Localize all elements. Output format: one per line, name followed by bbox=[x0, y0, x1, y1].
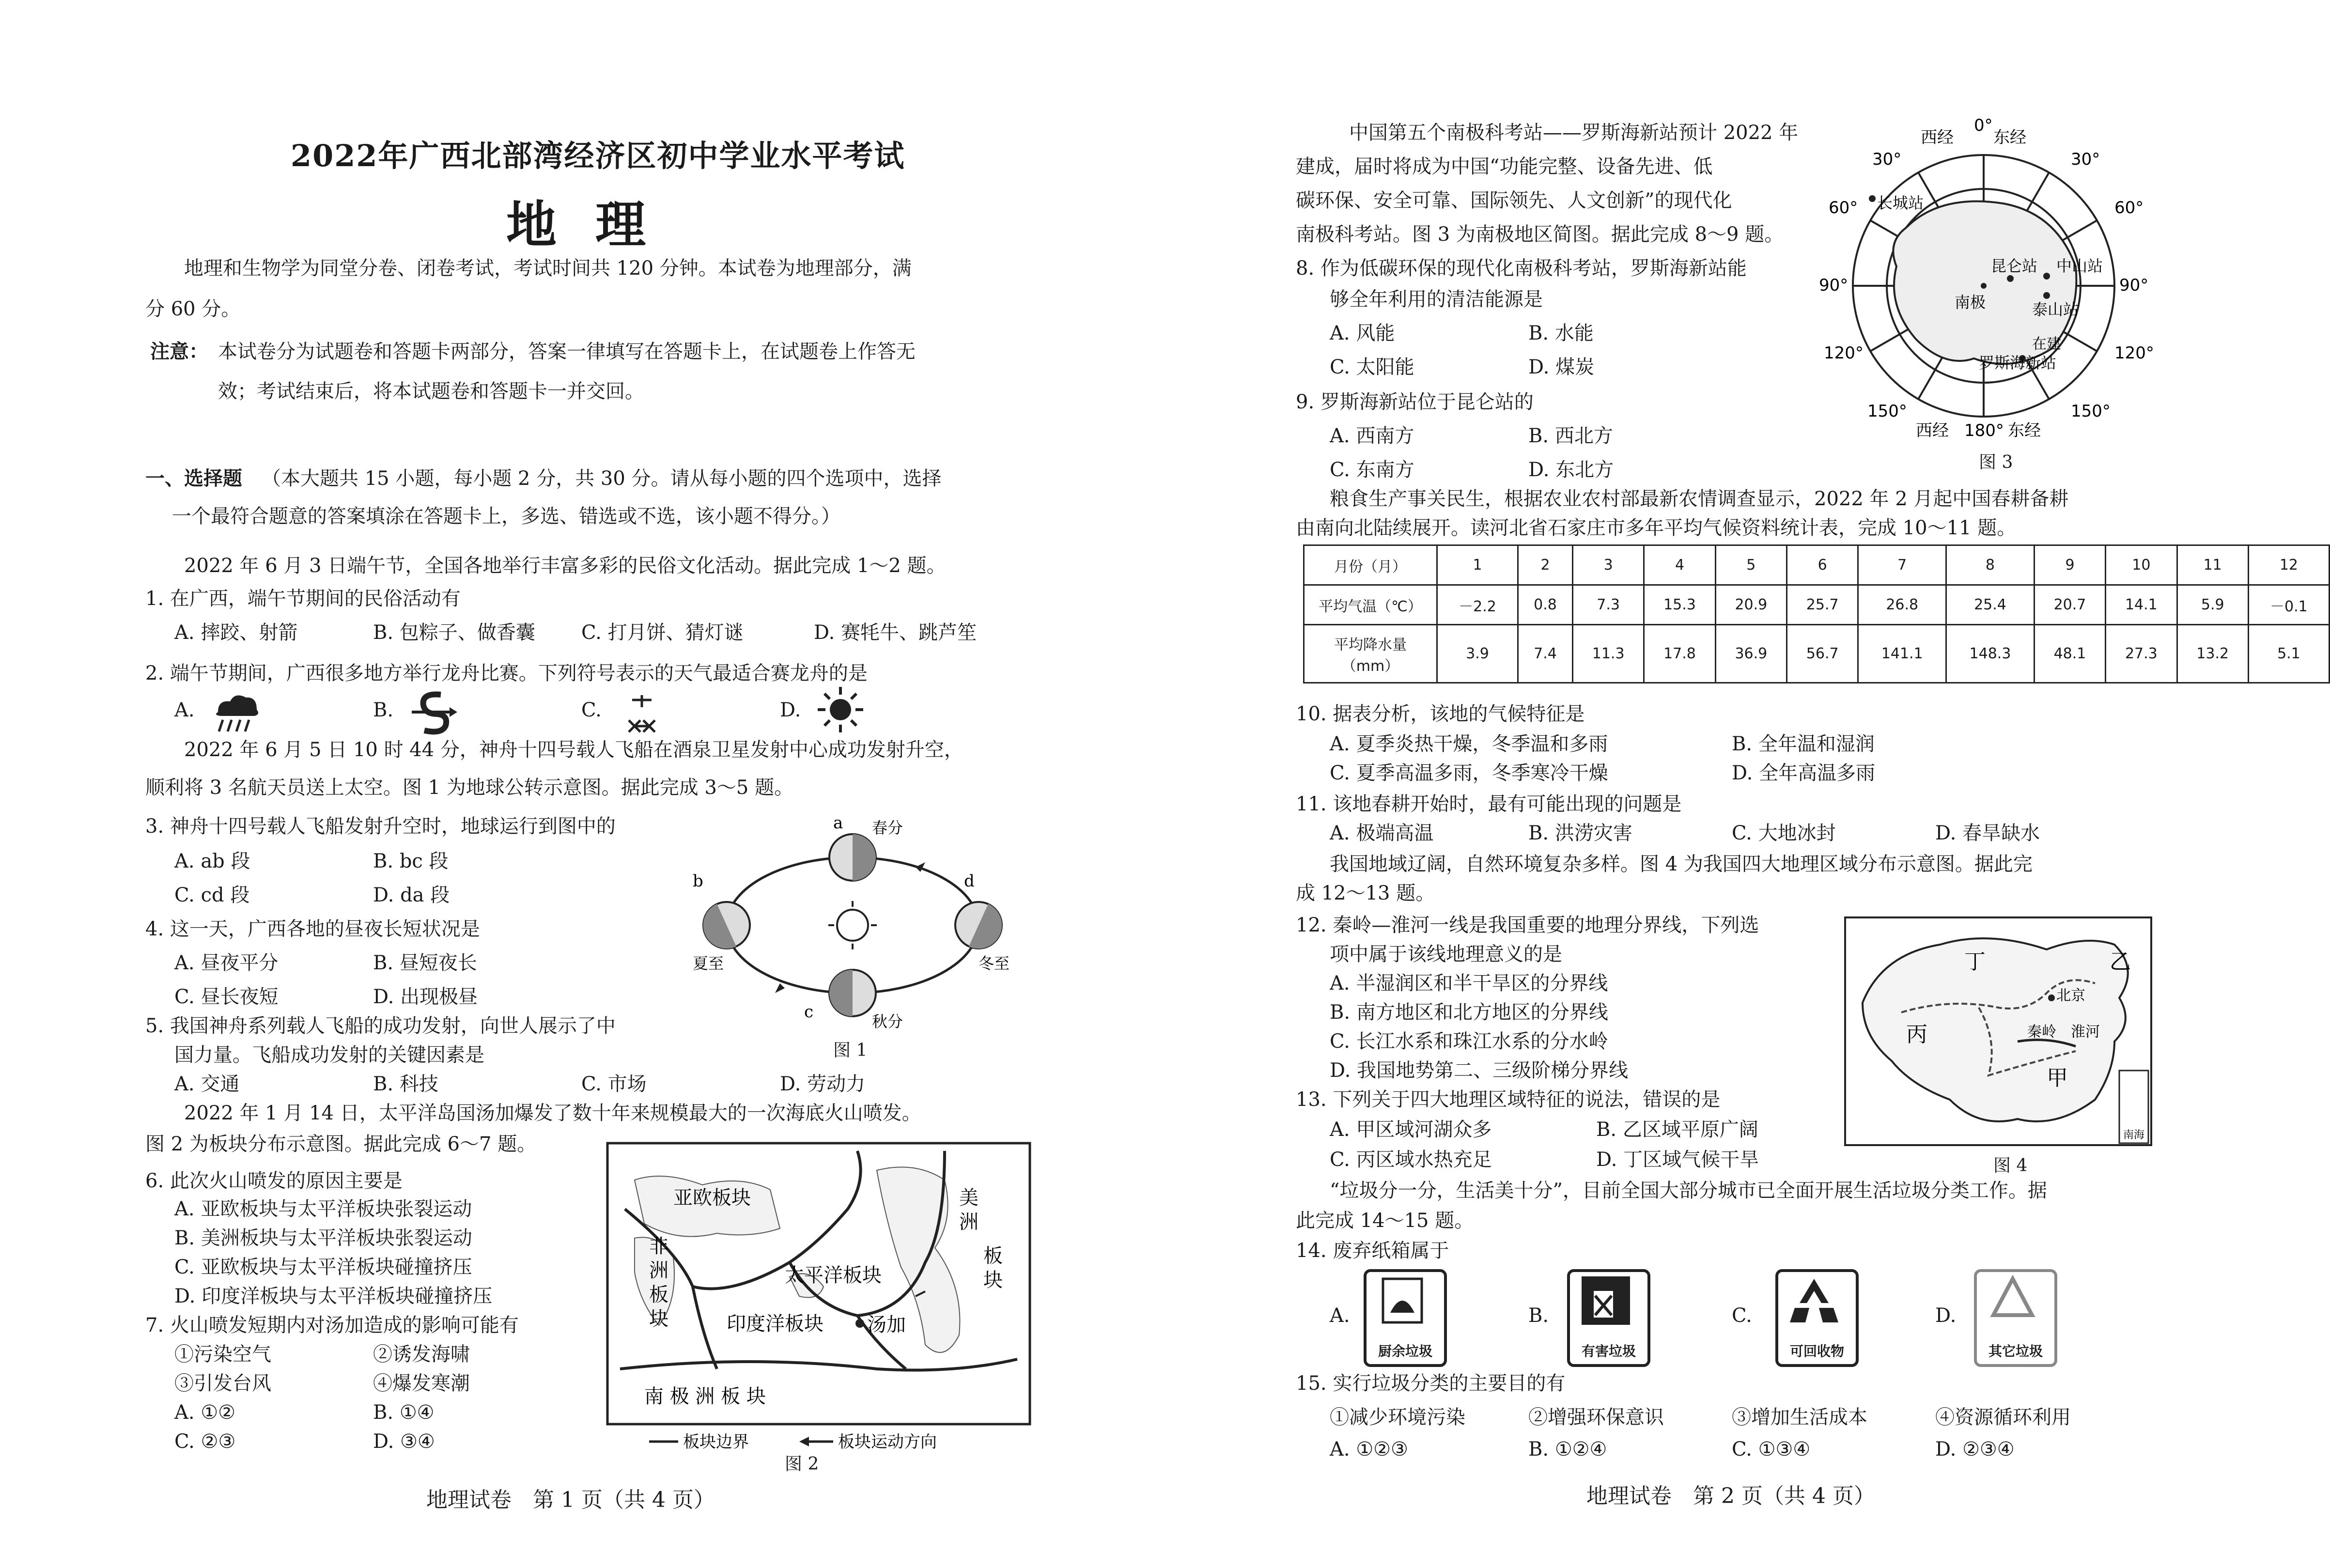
temp-cell: 26.8 bbox=[1858, 585, 1946, 625]
q4-option-b: B. 昼短夜长 bbox=[373, 952, 477, 974]
passage-7-line-1: “垃圾分一分，生活美十分”，目前全国大部分城市已全面开展生活垃圾分类工作。据 bbox=[1330, 1180, 2047, 1202]
recyclable-bin bbox=[1775, 1269, 1859, 1367]
label-90-left: 90° bbox=[1819, 276, 1848, 295]
month-cell: 2 bbox=[1518, 545, 1573, 585]
question-3: 3. 神舟十四号载人飞船发射升空时，地球运行到图中的 bbox=[145, 815, 616, 838]
temp-cell: －2.2 bbox=[1437, 585, 1518, 625]
passage-4-line-1: 中国第五个南极科考站——罗斯海新站预计 2022 年 bbox=[1349, 122, 1799, 144]
exam-subject: 地理 bbox=[506, 195, 685, 254]
q7-item-1: ①污染空气 bbox=[174, 1343, 271, 1366]
label-america-1: 美 bbox=[959, 1187, 979, 1209]
passage-4-line-2: 建成，届时将成为中国“功能完整、设备先进、低 bbox=[1296, 155, 1713, 178]
question-6: 6. 此次火山喷发的原因主要是 bbox=[145, 1170, 403, 1192]
label-yi: 乙 bbox=[2110, 949, 2131, 974]
earth-summer bbox=[703, 902, 750, 948]
question-10: 10. 据表分析，该地的气候特征是 bbox=[1296, 703, 1585, 725]
intro-line-1: 地理和生物学为同堂分卷、闭卷考试，考试时间共 120 分钟。本试卷为地理部分，满 bbox=[184, 257, 912, 279]
label-120-right: 120° bbox=[2114, 343, 2154, 363]
month-cell: 1 bbox=[1437, 545, 1518, 585]
q8-option-a: A. 风能 bbox=[1330, 322, 1395, 344]
temp-cell: －0.1 bbox=[2248, 585, 2329, 625]
question-8-line-2: 够全年利用的清洁能源是 bbox=[1330, 288, 1543, 310]
q6-option-d: D. 印度洋板块与太平洋板块碰撞挤压 bbox=[174, 1285, 493, 1307]
label-top-west: 西经 bbox=[1921, 128, 1954, 147]
q5-option-c: C. 市场 bbox=[581, 1073, 647, 1095]
q5-option-d: D. 劳动力 bbox=[780, 1073, 866, 1095]
section-1-title: 一、选择题 bbox=[145, 467, 242, 490]
q5-option-a: A. 交通 bbox=[174, 1073, 240, 1095]
q14-option-b: B. bbox=[1528, 1304, 1549, 1327]
note-label: 注意： bbox=[150, 340, 208, 363]
q10-option-d: D. 全年高温多雨 bbox=[1732, 762, 1876, 784]
q12-option-a: A. 半湿润区和半干旱区的分界线 bbox=[1330, 972, 1608, 994]
q7-option-a: A. ①② bbox=[174, 1401, 236, 1424]
figure-4-china-regions-map bbox=[1843, 916, 2153, 1148]
precip-cell: 56.7 bbox=[1787, 625, 1858, 683]
section-1-desc-1: （本大题共 15 小题，每小题 2 分，共 30 分。请从每小题的四个选项中，选择 bbox=[262, 467, 942, 490]
earth-autumn bbox=[829, 970, 876, 1016]
label-0deg: 0° bbox=[1974, 116, 1993, 135]
precip-cell: 48.1 bbox=[2034, 625, 2105, 683]
q11-option-c: C. 大地冰封 bbox=[1732, 822, 1836, 844]
q12-option-d: D. 我国地势第二、三级阶梯分界线 bbox=[1330, 1059, 1629, 1082]
month-cell: 4 bbox=[1644, 545, 1715, 585]
label-30-right: 30° bbox=[2071, 150, 2100, 169]
label-top-east: 东经 bbox=[1993, 128, 2026, 147]
month-cell: 9 bbox=[2034, 545, 2105, 585]
kitchen-waste-bin bbox=[1364, 1269, 1447, 1367]
question-11: 11. 该地春耕开始时，最有可能出现的问题是 bbox=[1296, 793, 1682, 815]
figure-2-plate-map bbox=[606, 1141, 1032, 1451]
month-cell: 12 bbox=[2248, 545, 2329, 585]
q6-option-a: A. 亚欧板块与太平洋板块张裂运动 bbox=[174, 1198, 472, 1220]
q15-item-1: ①减少环境污染 bbox=[1330, 1406, 1465, 1428]
q15-item-4: ④资源循环利用 bbox=[1935, 1406, 2071, 1428]
q2-option-d: D. bbox=[780, 699, 801, 721]
month-cell: 8 bbox=[1946, 545, 2035, 585]
label-d: d bbox=[964, 871, 975, 891]
question-12-line-1: 12. 秦岭—淮河一线是我国重要的地理分界线，下列选 bbox=[1296, 914, 1759, 936]
question-2: 2. 端午节期间，广西很多地方举行龙舟比赛。下列符号表示的天气最适合赛龙舟的是 bbox=[145, 662, 868, 684]
precip-cell: 3.9 bbox=[1437, 625, 1518, 683]
q1-option-c: C. 打月饼、猜灯谜 bbox=[581, 621, 744, 644]
label-autumn: 秋分 bbox=[872, 1012, 903, 1031]
q6-option-c: C. 亚欧板块与太平洋板块碰撞挤压 bbox=[174, 1256, 472, 1278]
temp-cell: 14.1 bbox=[2106, 585, 2177, 625]
figure-1-caption: 图 1 bbox=[833, 1040, 868, 1060]
q9-option-c: C. 东南方 bbox=[1330, 459, 1414, 481]
q9-option-d: D. 东北方 bbox=[1528, 459, 1614, 481]
label-nanhai: 南海 bbox=[2123, 1129, 2145, 1141]
label-america-3: 板 bbox=[983, 1245, 1003, 1267]
q1-option-d: D. 赛牦牛、跳芦笙 bbox=[814, 621, 977, 644]
passage-3-line-2: 图 2 为板块分布示意图。据此完成 6～7 题。 bbox=[145, 1133, 537, 1155]
label-60-left: 60° bbox=[1829, 198, 1858, 217]
q10-option-a: A. 夏季炎热干燥，冬季温和多雨 bbox=[1330, 733, 1608, 755]
q2-option-c: C. bbox=[581, 699, 602, 721]
q7-option-b: B. ①④ bbox=[373, 1401, 435, 1424]
hazardous-waste-bin bbox=[1567, 1269, 1650, 1367]
label-taishan: 泰山站 bbox=[2032, 300, 2079, 319]
q13-option-d: D. 丁区域气候干旱 bbox=[1596, 1149, 1759, 1171]
page-2 bbox=[1146, 0, 2308, 1568]
other-waste-label: 其它垃圾 bbox=[1988, 1343, 2043, 1359]
label-bing: 丙 bbox=[1906, 1022, 1927, 1047]
month-cell: 7 bbox=[1858, 545, 1946, 585]
q7-item-4: ④爆发寒潮 bbox=[373, 1372, 470, 1395]
precip-cell: 148.3 bbox=[1946, 625, 2035, 683]
label-america-2: 洲 bbox=[959, 1211, 979, 1233]
month-cell: 10 bbox=[2106, 545, 2177, 585]
label-zaijian: 在建 bbox=[2032, 336, 2061, 353]
earth-winter bbox=[955, 902, 1002, 948]
page-1-footer: 地理试卷 第 1 页（共 4 页） bbox=[426, 1488, 715, 1512]
q15-option-b: B. ①②④ bbox=[1528, 1438, 1607, 1460]
q12-option-b: B. 南方地区和北方地区的分界线 bbox=[1330, 1001, 1608, 1024]
label-america-4: 块 bbox=[983, 1269, 1003, 1291]
q3-option-a: A. ab 段 bbox=[174, 850, 250, 872]
label-ding: 丁 bbox=[1964, 949, 1986, 974]
label-bottom-east: 东经 bbox=[2008, 421, 2041, 440]
q7-option-c: C. ②③ bbox=[174, 1430, 236, 1453]
month-cell: 11 bbox=[2177, 545, 2248, 585]
precip-cell: 11.3 bbox=[1572, 625, 1644, 683]
label-summer: 夏至 bbox=[693, 954, 724, 973]
passage-4-line-4: 南极科考站。图 3 为南极地区简图。据此完成 8～9 题。 bbox=[1296, 223, 1784, 246]
label-indian-plate: 印度洋板块 bbox=[727, 1313, 823, 1335]
label-qinling: 秦岭 bbox=[2027, 1024, 2056, 1040]
legend-boundary: 板块边界 bbox=[683, 1432, 749, 1452]
figure-1-earth-orbit bbox=[688, 814, 1037, 1056]
label-africa-2: 洲 bbox=[649, 1259, 668, 1282]
label-beijing: 北京 bbox=[2056, 987, 2085, 1004]
label-90-right: 90° bbox=[2119, 276, 2149, 295]
temp-cell: 0.8 bbox=[1518, 585, 1573, 625]
rain-storm-icon bbox=[208, 688, 266, 736]
temp-cell: 7.3 bbox=[1572, 585, 1644, 625]
precip-cell: 17.8 bbox=[1644, 625, 1715, 683]
label-120-left: 120° bbox=[1824, 343, 1864, 363]
precip-cell: 27.3 bbox=[2106, 625, 2177, 683]
passage-3-line-1: 2022 年 1 月 14 日，太平洋岛国汤加爆发了数十年来规模最大的一次海底火山喷发。 bbox=[184, 1102, 921, 1124]
temp-cell: 20.9 bbox=[1715, 585, 1786, 625]
q15-option-a: A. ①②③ bbox=[1330, 1438, 1408, 1460]
q3-option-c: C. cd 段 bbox=[174, 884, 250, 906]
temp-cell: 5.9 bbox=[2177, 585, 2248, 625]
other-waste-icon bbox=[1974, 1269, 2051, 1332]
recyclable-label: 可回收物 bbox=[1789, 1343, 1844, 1359]
table-temp-label: 平均气温（℃） bbox=[1304, 585, 1437, 625]
section-1-desc-2: 一个最符合题意的答案填涂在答题卡上，多选、错选或不选，该小题不得分。） bbox=[172, 505, 840, 528]
temp-cell: 25.7 bbox=[1787, 585, 1858, 625]
other-waste-bin bbox=[1974, 1269, 2057, 1367]
page-1 bbox=[0, 0, 1146, 1568]
q15-option-d: D. ②③④ bbox=[1935, 1438, 2015, 1460]
question-5-line-2: 国力量。飞船成功发射的关键因素是 bbox=[174, 1044, 484, 1066]
label-150-right: 150° bbox=[2071, 402, 2111, 421]
precip-cell: 7.4 bbox=[1518, 625, 1573, 683]
label-pole: 南极 bbox=[1955, 293, 1986, 311]
sandstorm-icon bbox=[407, 688, 460, 736]
q4-option-a: A. 昼夜平分 bbox=[174, 952, 279, 974]
q14-option-a: A. bbox=[1330, 1304, 1350, 1327]
passage-2-line-1: 2022 年 6 月 5 日 10 时 44 分，神舟十四号载人飞船在酒泉卫星发射中心成功发射升空， bbox=[184, 739, 963, 761]
sun-icon bbox=[828, 901, 877, 949]
hazardous-waste-label: 有害垃圾 bbox=[1581, 1343, 1636, 1359]
q15-item-2: ②增强环保意识 bbox=[1528, 1406, 1664, 1428]
label-60-right: 60° bbox=[2114, 198, 2144, 217]
label-tonga: 汤加 bbox=[867, 1314, 906, 1336]
recycle-icon bbox=[1775, 1269, 1853, 1332]
question-7: 7. 火山喷发短期内对汤加造成的影响可能有 bbox=[145, 1314, 519, 1336]
precip-cell: 13.2 bbox=[2177, 625, 2248, 683]
label-pacific-plate: 太平洋板块 bbox=[785, 1264, 882, 1287]
page-2-footer: 地理试卷 第 2 页（共 4 页） bbox=[1586, 1484, 1875, 1508]
q11-option-d: D. 春旱缺水 bbox=[1935, 822, 2040, 844]
question-1: 1. 在广西，端午节期间的民俗活动有 bbox=[145, 588, 461, 610]
precip-label-2: （mm） bbox=[1341, 657, 1399, 675]
q11-option-b: B. 洪涝灾害 bbox=[1528, 822, 1632, 844]
q3-option-b: B. bc 段 bbox=[373, 850, 449, 872]
figure-3-caption: 图 3 bbox=[1979, 452, 2013, 472]
exam-title: 2022年广西北部湾经济区初中学业水平考试 bbox=[291, 138, 905, 173]
q3-option-d: D. da 段 bbox=[373, 884, 450, 906]
precip-cell: 141.1 bbox=[1858, 625, 1946, 683]
label-bottom-west: 西经 bbox=[1916, 421, 1949, 440]
climate-table bbox=[1303, 544, 2330, 683]
q9-option-a: A. 西南方 bbox=[1330, 425, 1414, 447]
label-zhongshan: 中山站 bbox=[2056, 257, 2103, 275]
q7-option-d: D. ③④ bbox=[373, 1430, 435, 1453]
precip-cell: 36.9 bbox=[1715, 625, 1786, 683]
label-eurasia-plate: 亚欧板块 bbox=[673, 1187, 751, 1209]
q6-option-b: B. 美洲板块与太平洋板块张裂运动 bbox=[174, 1227, 472, 1249]
precip-label-1: 平均降水量 bbox=[1334, 636, 1407, 653]
q12-option-c: C. 长江水系和珠江水系的分水岭 bbox=[1330, 1030, 1608, 1053]
hazardous-waste-icon bbox=[1567, 1269, 1645, 1332]
snow-sun-icon bbox=[615, 685, 668, 739]
figure-4-caption: 图 4 bbox=[1993, 1156, 2028, 1176]
q4-option-d: D. 出现极昼 bbox=[373, 986, 478, 1008]
label-kunlun: 昆仑站 bbox=[1991, 257, 2038, 275]
question-12-line-2: 项中属于该线地理意义的是 bbox=[1330, 943, 1562, 965]
passage-4-line-3: 碳环保、安全可靠、国际领先、人文创新”的现代化 bbox=[1296, 189, 1732, 212]
q7-item-3: ③引发台风 bbox=[174, 1372, 271, 1395]
month-cell: 5 bbox=[1715, 545, 1786, 585]
q2-option-b: B. bbox=[373, 699, 394, 721]
q1-option-a: A. 摔跤、射箭 bbox=[174, 621, 298, 644]
kitchen-waste-icon bbox=[1364, 1269, 1441, 1332]
label-180deg: 180° bbox=[1964, 421, 2004, 440]
q15-option-c: C. ①③④ bbox=[1732, 1438, 1811, 1460]
temp-cell: 15.3 bbox=[1644, 585, 1715, 625]
q2-option-a: A. bbox=[174, 699, 195, 721]
q4-option-c: C. 昼长夜短 bbox=[174, 986, 279, 1008]
q13-option-a: A. 甲区域河湖众多 bbox=[1330, 1118, 1492, 1141]
label-winter: 冬至 bbox=[979, 954, 1010, 973]
q14-option-d: D. bbox=[1935, 1304, 1957, 1327]
passage-6-line-1: 我国地域辽阔，自然环境复杂多样。图 4 为我国四大地理区域分布示意图。据此完 bbox=[1330, 853, 2033, 875]
label-changcheng: 长城站 bbox=[1877, 194, 1924, 212]
q10-option-c: C. 夏季高温多雨，冬季寒冷干燥 bbox=[1330, 762, 1608, 784]
label-c: c bbox=[804, 1002, 814, 1022]
note-line-1: 本试卷分为试题卷和答题卡两部分，答案一律填写在答题卡上，在试题卷上作答无 bbox=[218, 341, 916, 363]
month-cell: 6 bbox=[1787, 545, 1858, 585]
label-africa-3: 板 bbox=[649, 1284, 668, 1306]
label-a: a bbox=[833, 813, 843, 833]
passage-7-line-2: 此完成 14～15 题。 bbox=[1296, 1210, 1474, 1232]
label-150-left: 150° bbox=[1867, 402, 1907, 421]
q11-option-a: A. 极端高温 bbox=[1330, 822, 1434, 844]
figure-2-caption: 图 2 bbox=[785, 1454, 819, 1474]
legend-motion: 板块运动方向 bbox=[838, 1432, 937, 1452]
month-cell: 3 bbox=[1572, 545, 1644, 585]
passage-1: 2022 年 6 月 3 日端午节，全国各地举行丰富多彩的民俗文化活动。据此完成 1～2 题。 bbox=[184, 555, 946, 577]
passage-5-line-2: 由南向北陆续展开。读河北省石家庄市多年平均气候资料统计表，完成 10～11 题。 bbox=[1296, 517, 2017, 539]
question-9: 9. 罗斯海新站位于昆仑站的 bbox=[1296, 391, 1534, 413]
table-header-month: 月份（月） bbox=[1304, 545, 1437, 585]
q13-option-b: B. 乙区域平原广阔 bbox=[1596, 1118, 1758, 1141]
label-antarctic-plate: 南 极 洲 板 块 bbox=[644, 1385, 766, 1408]
passage-2-line-2: 顺利将 3 名航天员送上太空。图 1 为地球公转示意图。据此完成 3～5 题。 bbox=[145, 776, 794, 799]
kitchen-waste-label: 厨余垃圾 bbox=[1378, 1343, 1432, 1359]
label-spring: 春分 bbox=[872, 819, 903, 837]
note-line-2: 效；考试结束后，将本试题卷和答题卡一并交回。 bbox=[218, 380, 644, 403]
label-africa-4: 块 bbox=[649, 1308, 668, 1330]
q5-option-b: B. 科技 bbox=[373, 1073, 438, 1095]
precip-cell: 5.1 bbox=[2248, 625, 2329, 683]
q8-option-d: D. 煤炭 bbox=[1528, 356, 1595, 378]
question-4: 4. 这一天，广西各地的昼夜长短状况是 bbox=[145, 918, 480, 940]
q15-item-3: ③增加生活成本 bbox=[1732, 1406, 1867, 1428]
table-precip-label bbox=[1304, 625, 1437, 683]
question-13: 13. 下列关于四大地理区域特征的说法，错误的是 bbox=[1296, 1088, 1721, 1111]
label-b: b bbox=[693, 871, 703, 891]
q9-option-b: B. 西北方 bbox=[1528, 425, 1613, 447]
passage-5-line-1: 粮食生产事关民生，根据农业农村部最新农情调查显示，2022 年 2 月起中国春耕备耕 bbox=[1330, 488, 2069, 510]
question-14: 14. 废弃纸箱属于 bbox=[1296, 1240, 1449, 1262]
q8-option-b: B. 水能 bbox=[1528, 322, 1594, 344]
q14-option-c: C. bbox=[1732, 1304, 1752, 1327]
figure-3-antarctica-map bbox=[1819, 116, 2153, 470]
label-rosshai: 罗斯海新站 bbox=[1979, 354, 2057, 372]
passage-6-line-2: 成 12～13 题。 bbox=[1296, 882, 1435, 904]
sunny-icon bbox=[814, 683, 867, 736]
label-jia: 甲 bbox=[2047, 1066, 2068, 1090]
question-8-line-1: 8. 作为低碳环保的现代化南极科考站，罗斯海新站能 bbox=[1296, 257, 1747, 279]
temp-cell: 20.7 bbox=[2034, 585, 2105, 625]
q8-option-c: C. 太阳能 bbox=[1330, 356, 1414, 378]
q7-item-2: ②诱发海啸 bbox=[373, 1343, 470, 1366]
q10-option-b: B. 全年温和湿润 bbox=[1732, 733, 1875, 755]
temp-cell: 25.4 bbox=[1946, 585, 2035, 625]
label-huaihe: 淮河 bbox=[2071, 1024, 2100, 1040]
question-15: 15. 实行垃圾分类的主要目的有 bbox=[1296, 1372, 1566, 1395]
q13-option-c: C. 丙区域水热充足 bbox=[1330, 1149, 1492, 1171]
label-30-left: 30° bbox=[1872, 150, 1902, 169]
label-africa-1: 非 bbox=[649, 1235, 668, 1258]
intro-line-2: 分 60 分。 bbox=[145, 298, 241, 320]
question-5-line-1: 5. 我国神舟系列载人飞船的成功发射，向世人展示了中 bbox=[145, 1015, 616, 1037]
earth-spring bbox=[829, 834, 876, 881]
q1-option-b: B. 包粽子、做香囊 bbox=[373, 621, 535, 644]
